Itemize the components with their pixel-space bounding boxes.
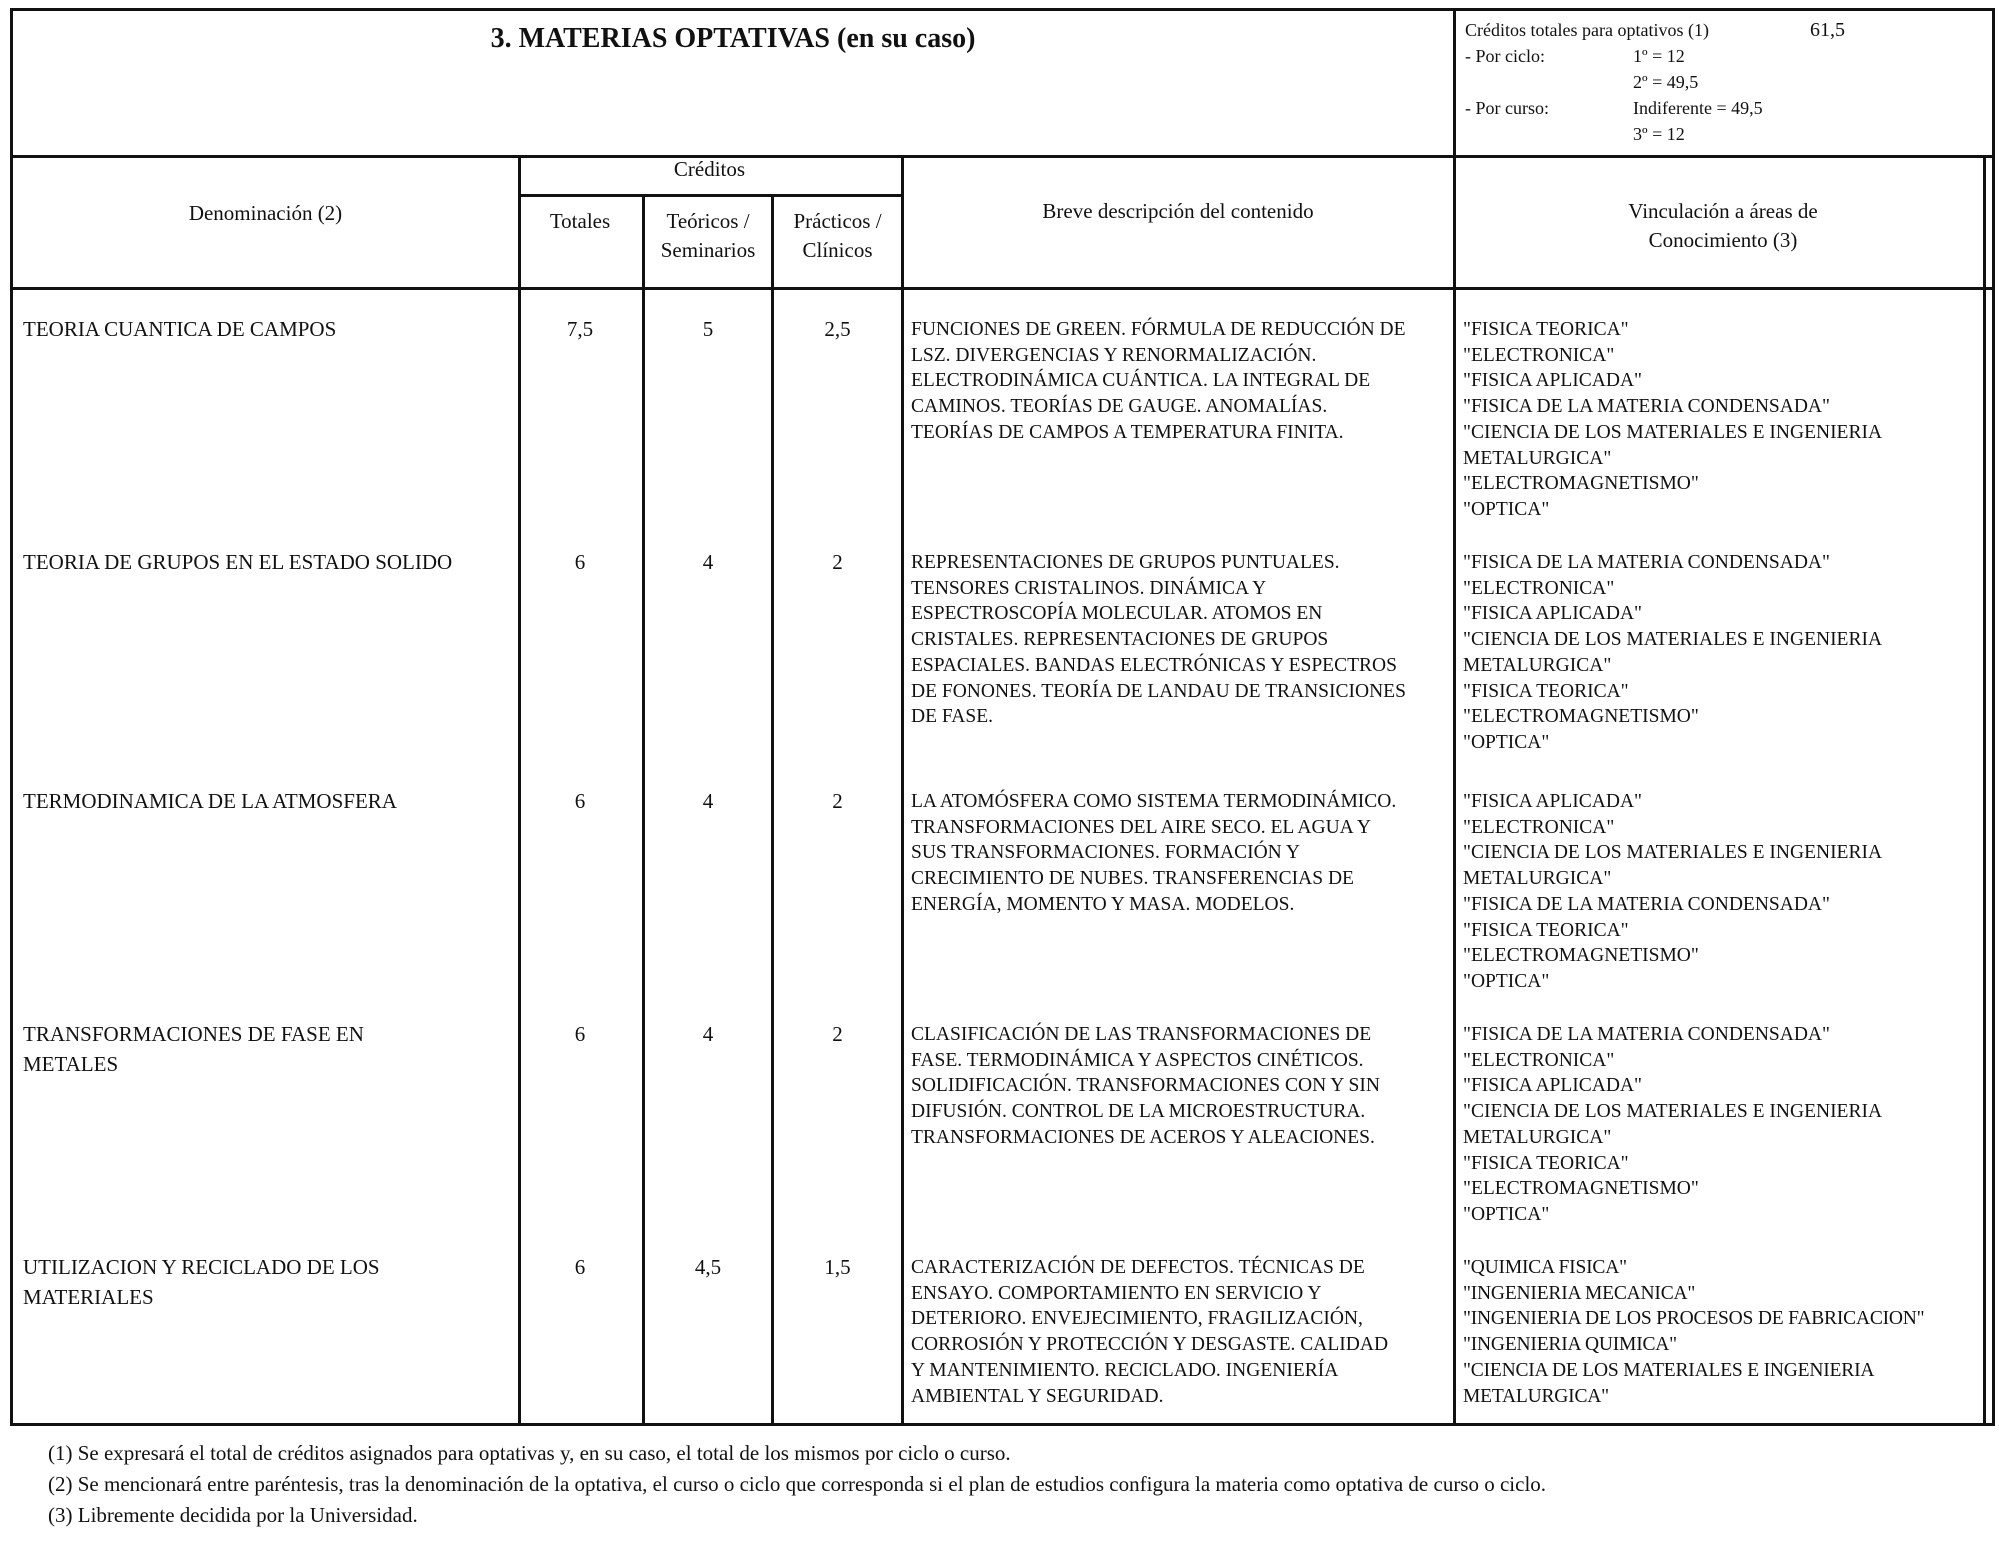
row-practicos: 2 [832,550,843,574]
optativas-table [10,8,1995,1426]
header-bottom-rule [13,287,1992,290]
row-practicos: 2 [832,789,843,813]
por-ciclo-label: - Por ciclo: [1465,46,1545,66]
page-title: 3. MATERIAS OPTATIVAS (en su caso) [490,23,976,54]
row-teoricos: 4 [702,789,714,813]
header-totales: Totales [549,209,611,233]
header-descripcion: Breve descripción del contenido [1042,199,1314,223]
footnote-1: (1) Se expresará el total de créditos asignados para optativas y, en su caso, el total de los mismos por ciclo o curso. [48,1441,1011,1465]
row-areas: "FISICA DE LA MATERIA CONDENSADA" "ELECTRONICA" "FISICA APLICADA" "CIENCIA DE LOS MATERIALES E INGENIERIA METALURGICA" "FISICA TEORICA" "ELECTROMAGNETISMO" "OPTICA" [1463,1024,1883,1225]
row-areas: "FISICA DE LA MATERIA CONDENSADA" "ELECTRONICA" "FISICA APLICADA" "CIENCIA DE LOS MATERIALES E INGENIERIA METALURGICA" "FISICA TEORICA" "ELECTROMAGNETISMO" "OPTICA" [1463,552,1883,753]
footnote-2: (2) Se mencionará entre paréntesis, tras la denominación de la optativa, el curso o ciclo que corresponda si el plan de estudios configura la materia como optativa de curso o ciclo. [48,1472,1547,1496]
curso-3-value: 3º = 12 [1633,124,1685,144]
header-teoricos: Teóricos / Seminarios [660,209,756,262]
row-name: TRANSFORMACIONES DE FASE EN METALES [23,1022,364,1076]
header-denominacion: Denominación (2) [188,201,343,225]
row-totales: 6 [574,1255,586,1279]
row-practicos: 1,5 [824,1255,851,1279]
creditos-rule [518,194,901,197]
row-name: TEORIA DE GRUPOS EN EL ESTADO SOLIDO [23,550,453,574]
row-totales: 6 [574,1022,586,1046]
row-practicos: 2,5 [824,317,851,341]
row-areas: "FISICA TEORICA" "ELECTRONICA" "FISICA APLICADA" "FISICA DE LA MATERIA CONDENSADA" "CIENCIA DE LOS MATERIALES E INGENIERIA METALURGICA" "ELECTROMAGNETISMO" "OPTICA" [1463,319,1883,520]
row-description: FUNCIONES DE GREEN. FÓRMULA DE REDUCCIÓN DE LSZ. DIVERGENCIAS Y RENORMALIZACIÓN. ELECTRODINÁMICA CUÁNTICA. LA INTEGRAL DE CAMINOS. TEORÍAS DE GAUGE. ANOMALÍAS. TEORÍAS DE CAMPOS A TEMPERATURA FINITA. [911,319,1406,443]
row-practicos: 2 [832,1022,843,1046]
header-practicos: Prácticos / Clínicos [793,209,882,262]
por-curso-label: - Por curso: [1465,98,1549,118]
row-name: TEORIA CUANTICA DE CAMPOS [23,317,337,341]
row-description: REPRESENTACIONES DE GRUPOS PUNTUALES. TENSORES CRISTALINOS. DINÁMICA Y ESPECTROSCOPÍA MOLECULAR. ATOMOS EN CRISTALES. REPRESENTACIONES DE GRUPOS ESPACIALES. BANDAS ELECTRÓNICAS Y ESPECTROS DE FONONES. TEORÍA DE LANDAU DE TRANSICIONES DE FASE. [911,552,1406,728]
header-top-rule [13,155,1992,158]
row-teoricos: 5 [702,317,714,341]
row-totales: 6 [574,550,586,574]
row-description: CLASIFICACIÓN DE LAS TRANSFORMACIONES DE FASE. TERMODINÁMICA Y ASPECTOS CINÉTICOS. SOLIDIFICACIÓN. TRANSFORMACIONES CON Y SIN DIFUSIÓN. CONTROL DE LA MICROESTRUCTURA. TRANSFORMACIONES DE ACEROS Y ALEACIONES. [911,1024,1380,1148]
row-areas: "FISICA APLICADA" "ELECTRONICA" "CIENCIA DE LOS MATERIALES E INGENIERIA METALURGICA" "FISICA DE LA MATERIA CONDENSADA" "FISICA TEORICA" "ELECTROMAGNETISMO" "OPTICA" [1463,791,1883,992]
ciclo-1-value: 1º = 12 [1633,46,1685,66]
ciclo-2-value: 2º = 49,5 [1633,72,1699,92]
row-description: CARACTERIZACIÓN DE DEFECTOS. TÉCNICAS DE ENSAYO. COMPORTAMIENTO EN SERVICIO Y DETERIORO. ENVEJECIMIENTO, FRAGILIZACIÓN, CORROSIÓN Y PROTECCIÓN Y DESGASTE. CALIDAD Y MANTENIMIENTO. RECICLADO. INGENIERÍA AMBIENTAL Y SEGURIDAD. [911,1257,1389,1407]
row-totales: 7,5 [566,317,594,341]
header-right-rule [1983,155,1986,305]
row-areas: "QUIMICA FISICA" "INGENIERIA MECANICA" "INGENIERIA DE LOS PROCESOS DE FABRICACION" "INGENIERIA QUIMICA" "CIENCIA DE LOS MATERIALES E INGENIERIA METALURGICA" [1463,1257,1925,1407]
col-divider-4 [901,155,904,1423]
header-vinculacion: Vinculación a áreas de Conocimiento (3) [1628,199,1818,252]
col-divider-5 [1453,155,1456,1423]
footnote-3: (3) Libremente decidida por la Universidad. [48,1503,418,1527]
row-name: TERMODINAMICA DE LA ATMOSFERA [23,789,397,813]
row-teoricos: 4 [702,1022,714,1046]
row-teoricos: 4,5 [694,1255,722,1279]
header-creditos: Créditos [673,157,746,181]
curso-indiferente-value: Indiferente = 49,5 [1633,98,1763,118]
row-description: LA ATOMÓSFERA COMO SISTEMA TERMODINÁMICO. TRANSFORMACIONES DEL AIRE SECO. EL AGUA Y SUS TRANSFORMACIONES. FORMACIÓN Y CRECIMIENTO DE NUBES. TRANSFERENCIAS DE ENERGÍA, MOMENTO Y MASA. MODELOS. [911,791,1397,915]
credit-total-label: Créditos totales para optativos (1) [1465,20,1709,40]
title-divider [1453,11,1456,158]
row-totales: 6 [574,789,586,813]
credit-total-value: 61,5 [1810,19,1845,41]
row-name: UTILIZACION Y RECICLADO DE LOS MATERIALES [23,1255,380,1309]
row-teoricos: 4 [702,550,714,574]
footnotes [48,1438,1546,1531]
